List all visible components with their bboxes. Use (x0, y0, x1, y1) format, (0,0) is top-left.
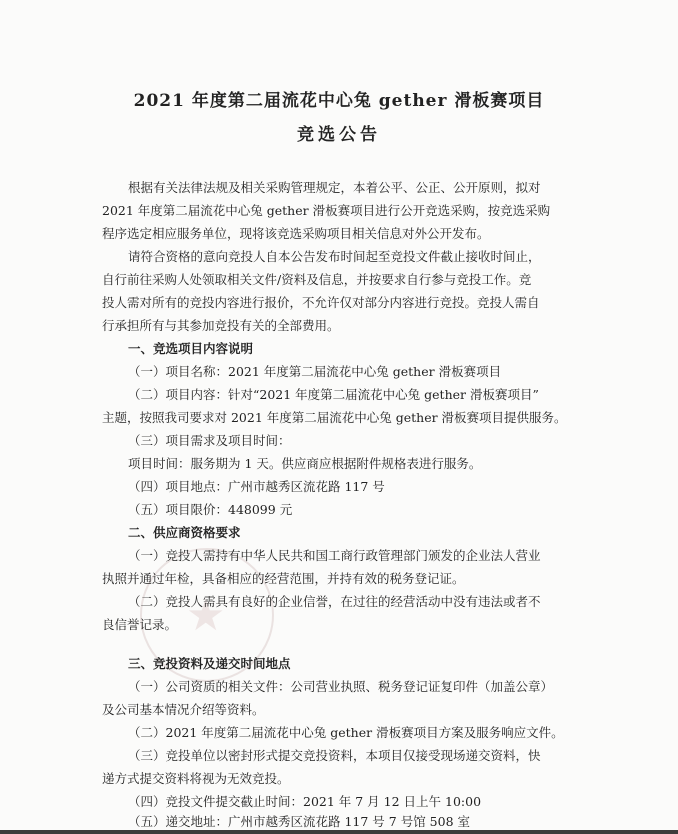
section1-item2-line2: 主题，按照我司要求对 2021 年度第二届流花中心兔 gether 滑板赛项目提供服务。 (102, 410, 567, 425)
section3-item1-line2: 及公司基本情况介绍等资料。 (102, 702, 265, 717)
intro-p1-line2: 2021 年度第二届流花中心兔 gether 滑板赛项目进行公开竞选采购，按竞选采购 (102, 203, 551, 218)
section1-item3: （三）项目需求及项目时间： (128, 433, 291, 448)
intro-p1-line3: 程序选定相应服务单位，现将该竞选采购项目相关信息对外公开发布。 (102, 226, 490, 241)
section2-item2-line2: 良信誉记录。 (102, 617, 178, 632)
section3-heading: 三、竞投资料及递交时间地点 (128, 656, 291, 671)
section2-item1-line1: （一）竞投人需持有中华人民共和国工商行政管理部门颁发的企业法人营业 (128, 548, 541, 563)
page-subtitle: 竞选公告 (297, 125, 381, 145)
intro-p2-line3: 投人需对所有的竞投内容进行报价，不允许仅对部分内容进行竞投。竞投人需自 (102, 295, 540, 310)
intro-p2-line4: 行承担所有与其参加竞投有关的全部费用。 (102, 318, 340, 333)
section3-item1-line1: （一）公司资质的相关文件：公司营业执照、税务登记证复印件（加盖公章） (128, 679, 554, 694)
page-title: 2021 年度第二届流花中心兔 gether 滑板赛项目 (133, 91, 545, 111)
intro-p2-line1: 请符合资格的意向竞投人自本公告发布时间起至竞投文件截止接收时间止， (128, 249, 541, 264)
section1-heading: 一、竞选项目内容说明 (128, 341, 254, 356)
section1-item4: （四）项目地点：广州市越秀区流花路 117 号 (128, 479, 385, 494)
section2-heading: 二、供应商资格要求 (128, 525, 241, 540)
section2-item1-line2: 执照并通过年检，具备相应的经营范围，并持有效的税务登记证。 (102, 571, 465, 586)
section3-item5: （五）递交地址：广州市越秀区流花路 117 号 7 号馆 508 室 (128, 814, 471, 829)
section3-item2: （二）2021 年度第二届流花中心兔 gether 滑板赛项目方案及服务响应文件。 (128, 725, 564, 740)
section1-item2-line1: （二）项目内容：针对“2021 年度第二届流花中心兔 gether 滑板赛项目” (128, 387, 539, 402)
seal-star-icon: ★ (186, 590, 226, 641)
section3-item3-line2: 递方式提交资料将视为无效竞投。 (102, 771, 290, 786)
intro-p2-line2: 自行前往采购人处领取相关文件/资料及信息，并按要求自行参与竞投工作。竞 (102, 272, 532, 287)
intro-p1-line1: 根据有关法律法规及相关采购管理规定，本着公平、公正、公开原则，拟对 (128, 180, 541, 195)
page-bottom-edge (0, 830, 678, 834)
section1-item3-detail: 项目时间：服务期为 1 天。供应商应根据附件规格表进行服务。 (128, 456, 482, 471)
section3-item3-line1: （三）竞投单位以密封形式提交竞投资料，本项目仅接受现场递交资料，快 (128, 748, 541, 763)
section1-item5: （五）项目限价：448099 元 (128, 502, 293, 517)
section3-item4: （四）竞投文件提交截止时间：2021 年 7 月 12 日上午 10:00 (128, 794, 482, 809)
section2-item2-line1: （二）竞投人需具有良好的企业信誉，在过往的经营活动中没有违法或者不 (128, 594, 541, 609)
section1-item1: （一）项目名称：2021 年度第二届流花中心兔 gether 滑板赛项目 (128, 364, 502, 379)
